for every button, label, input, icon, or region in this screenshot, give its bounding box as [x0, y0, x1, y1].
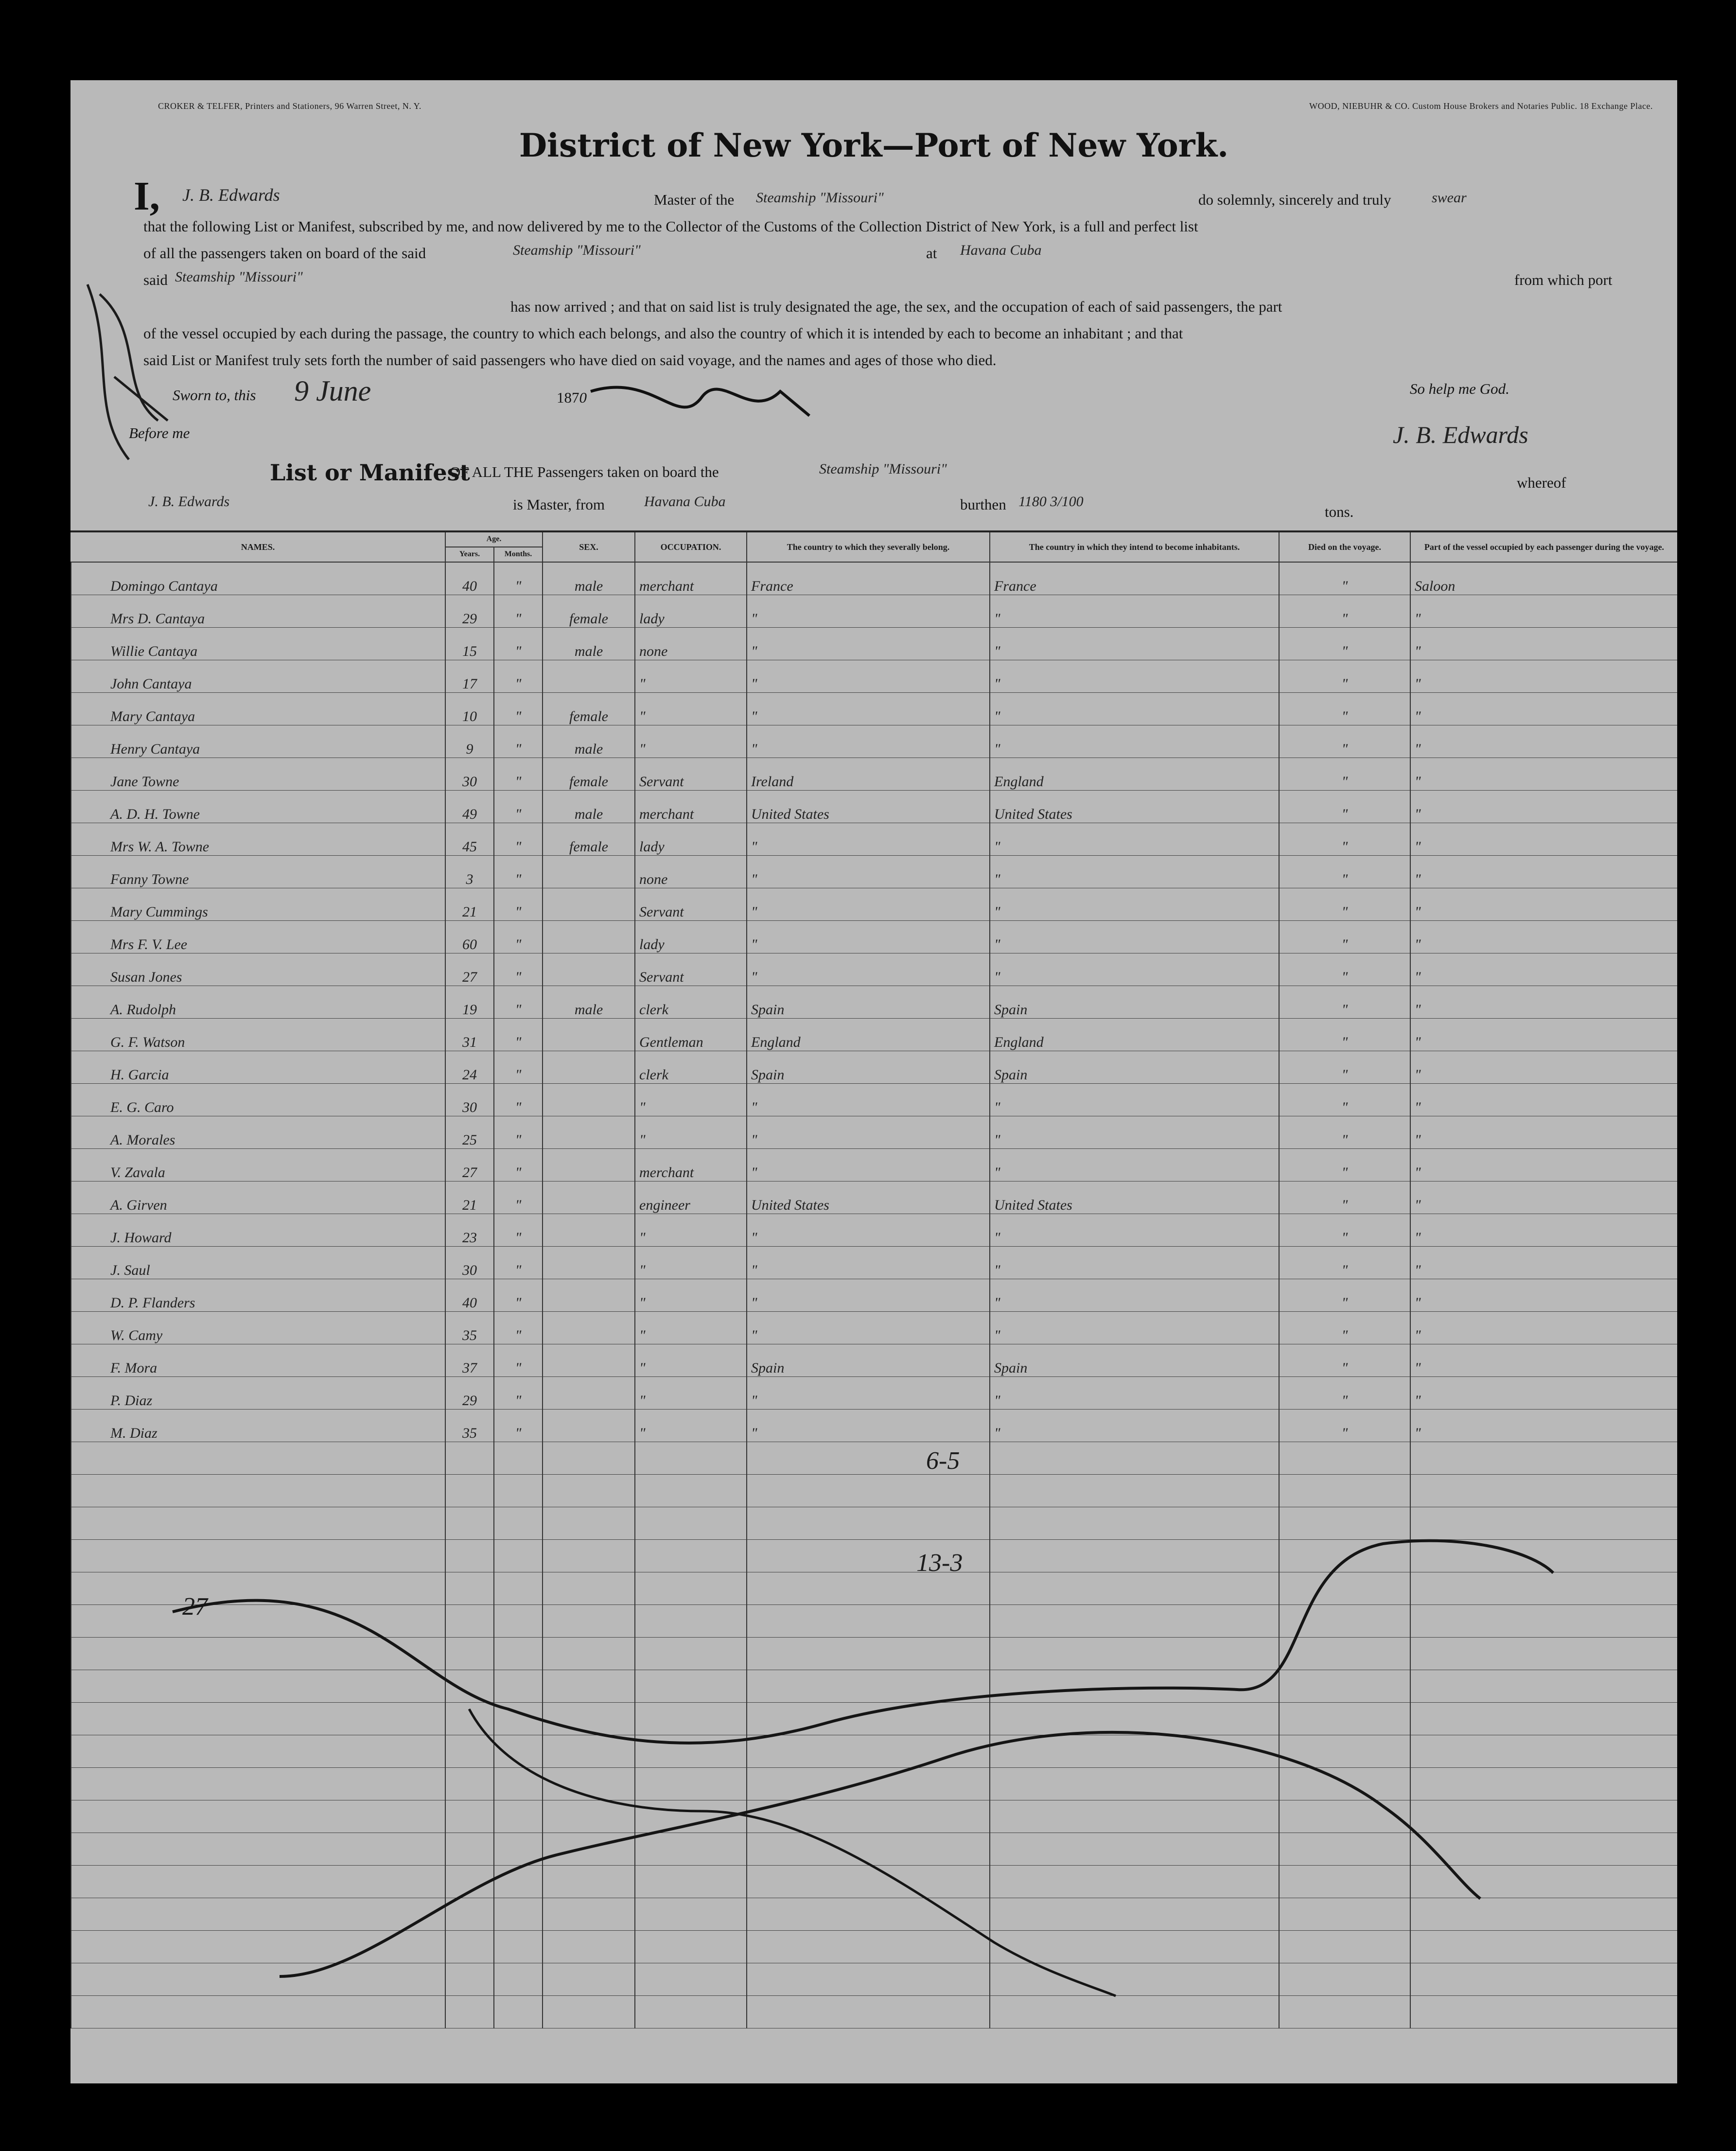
age-months: " [494, 1116, 543, 1149]
age-years: 25 [445, 1116, 494, 1149]
died-on-voyage: " [1279, 1019, 1410, 1051]
at-label: at [926, 245, 937, 262]
occupation: " [635, 1247, 747, 1279]
country-belong: United States [747, 1181, 990, 1214]
vessel-part: " [1410, 986, 1677, 1019]
tally-note-2: 13-3 [916, 1549, 963, 1577]
country-inhabit: France [990, 562, 1279, 595]
country-belong: Spain [747, 986, 990, 1019]
departure-port: Havana Cuba [960, 242, 1042, 258]
country-inhabit: " [990, 693, 1279, 725]
age-months: " [494, 628, 543, 660]
country-belong: " [747, 693, 990, 725]
sex: male [543, 725, 635, 758]
passenger-name: Willie Cantaya [71, 628, 445, 660]
vessel-part: " [1410, 1149, 1677, 1181]
age-years: 10 [445, 693, 494, 725]
sex: female [543, 693, 635, 725]
said-label: said [143, 271, 168, 288]
country-inhabit: United States [990, 791, 1279, 823]
passenger-name: P. Diaz [71, 1377, 445, 1410]
so-help-me-god: So help me God. [1410, 380, 1509, 397]
occupation: " [635, 725, 747, 758]
died-on-voyage: " [1279, 1410, 1410, 1442]
died-on-voyage: " [1279, 1084, 1410, 1116]
vessel-part: " [1410, 791, 1677, 823]
age-years: 40 [445, 562, 494, 595]
year-prefix: 1870 [557, 389, 587, 406]
vessel-part: " [1410, 1181, 1677, 1214]
cancellation-scribble [70, 80, 1677, 2083]
passenger-name: M. Diaz [71, 1410, 445, 1442]
age-months: " [494, 1410, 543, 1442]
passenger-name: V. Zavala [71, 1149, 445, 1181]
age-months: " [494, 953, 543, 986]
age-years: 35 [445, 1410, 494, 1442]
occupation: " [635, 1279, 747, 1312]
age-months: " [494, 1344, 543, 1377]
passenger-name: F. Mora [71, 1344, 445, 1377]
age-months: " [494, 1051, 543, 1084]
sex: female [543, 823, 635, 856]
vessel-part: " [1410, 856, 1677, 888]
page-title: District of New York—Port of New York. [519, 126, 1229, 164]
died-on-voyage: " [1279, 1214, 1410, 1247]
country-belong: " [747, 921, 990, 953]
country-inhabit: " [990, 1084, 1279, 1116]
vessel-part: " [1410, 595, 1677, 628]
vessel-name-2: Steamship "Missouri" [513, 242, 641, 258]
sex: female [543, 595, 635, 628]
occupation: merchant [635, 562, 747, 595]
age-months: " [494, 921, 543, 953]
country-belong: Spain [747, 1344, 990, 1377]
age-years: 15 [445, 628, 494, 660]
col-months: Months. [494, 547, 543, 562]
country-inhabit: " [990, 953, 1279, 986]
age-years: 24 [445, 1051, 494, 1084]
vessel-part: " [1410, 1019, 1677, 1051]
age-months: " [494, 1084, 543, 1116]
age-years: 30 [445, 1247, 494, 1279]
country-inhabit: " [990, 1247, 1279, 1279]
passenger-name: E. G. Caro [71, 1084, 445, 1116]
age-years: 49 [445, 791, 494, 823]
occupation: lady [635, 921, 747, 953]
occupation: " [635, 1084, 747, 1116]
col-years: Years. [445, 547, 494, 562]
country-belong: " [747, 1116, 990, 1149]
printer-credit-right: WOOD, NIEBUHR & CO. Custom House Brokers and Notaries Public. 18 Exchange Place. [1309, 101, 1653, 111]
sworn-date: 9 June [294, 375, 371, 407]
died-on-voyage: " [1279, 660, 1410, 693]
occupation: lady [635, 595, 747, 628]
vessel-part: " [1410, 888, 1677, 921]
died-on-voyage: " [1279, 921, 1410, 953]
sex: male [543, 791, 635, 823]
age-years: 17 [445, 660, 494, 693]
whereof-label: whereof [1517, 474, 1566, 491]
occupation: clerk [635, 1051, 747, 1084]
passenger-name: A. Rudolph [71, 986, 445, 1019]
age-years: 37 [445, 1344, 494, 1377]
occupation: Gentleman [635, 1019, 747, 1051]
country-inhabit: " [990, 823, 1279, 856]
age-months: " [494, 1214, 543, 1247]
died-on-voyage: " [1279, 1377, 1410, 1410]
occupation: " [635, 660, 747, 693]
passenger-name: J. Saul [71, 1247, 445, 1279]
age-years: 9 [445, 725, 494, 758]
died-on-voyage: " [1279, 1149, 1410, 1181]
age-months: " [494, 660, 543, 693]
age-years: 30 [445, 758, 494, 791]
passenger-name: Mary Cummings [71, 888, 445, 921]
master-name-handwritten: J. B. Edwards [182, 185, 280, 205]
passenger-name: John Cantaya [71, 660, 445, 693]
country-inhabit: " [990, 1214, 1279, 1247]
age-months: " [494, 888, 543, 921]
age-years: 31 [445, 1019, 494, 1051]
vessel-name-3: Steamship "Missouri" [175, 269, 303, 285]
passenger-name: G. F. Watson [71, 1019, 445, 1051]
master-signature: J. B. Edwards [1393, 421, 1528, 448]
before-me-label: Before me [129, 424, 190, 441]
occupation: " [635, 1312, 747, 1344]
occupation: " [635, 1214, 747, 1247]
vessel-part: " [1410, 1377, 1677, 1410]
sex: male [543, 628, 635, 660]
age-months: " [494, 595, 543, 628]
died-on-voyage: " [1279, 1247, 1410, 1279]
died-on-voyage: " [1279, 823, 1410, 856]
occupation: " [635, 1410, 747, 1442]
died-on-voyage: " [1279, 1181, 1410, 1214]
age-years: 30 [445, 1084, 494, 1116]
vessel-part: " [1410, 921, 1677, 953]
vessel-part: " [1410, 1051, 1677, 1084]
country-inhabit: " [990, 1312, 1279, 1344]
passenger-name: Domingo Cantaya [71, 562, 445, 595]
age-months: " [494, 1247, 543, 1279]
age-years: 45 [445, 823, 494, 856]
age-years: 21 [445, 1181, 494, 1214]
died-on-voyage: " [1279, 1279, 1410, 1312]
country-inhabit: Spain [990, 1344, 1279, 1377]
country-belong: " [747, 1410, 990, 1442]
occupation: lady [635, 823, 747, 856]
vessel-part: " [1410, 1344, 1677, 1377]
country-belong: " [747, 1247, 990, 1279]
oath-i: I, [134, 174, 160, 219]
died-on-voyage: " [1279, 1344, 1410, 1377]
from-which-port-label: from which port [1514, 271, 1613, 288]
occupation: Servant [635, 888, 747, 921]
died-on-voyage: " [1279, 791, 1410, 823]
occupation: engineer [635, 1181, 747, 1214]
died-on-voyage: " [1279, 1051, 1410, 1084]
country-belong: " [747, 1312, 990, 1344]
age-years: 29 [445, 595, 494, 628]
sex: female [543, 758, 635, 791]
age-years: 3 [445, 856, 494, 888]
burthen-label: burthen [960, 496, 1006, 513]
country-belong: " [747, 595, 990, 628]
age-months: " [494, 856, 543, 888]
age-months: " [494, 823, 543, 856]
oath-line-5: of the vessel occupied by each during the passage, the country to which each belongs, and also the country of which it is intended by each to become an inhabitant ; and that [143, 325, 1183, 342]
vessel-part: Saloon [1410, 562, 1677, 595]
died-on-voyage: " [1279, 628, 1410, 660]
country-inhabit: " [990, 725, 1279, 758]
total-tally: 27 [182, 1593, 208, 1621]
age-months: " [494, 791, 543, 823]
country-inhabit: " [990, 628, 1279, 660]
passenger-name: H. Garcia [71, 1051, 445, 1084]
occupation: " [635, 1344, 747, 1377]
do-solemnly-label: do solemnly, sincerely and truly [1198, 191, 1391, 208]
country-belong: " [747, 823, 990, 856]
vessel-part: " [1410, 693, 1677, 725]
manifest-of-all-label: OF ALL THE Passengers taken on board the [450, 463, 719, 480]
passenger-name: Mrs D. Cantaya [71, 595, 445, 628]
country-inhabit: " [990, 1410, 1279, 1442]
occupation: merchant [635, 1149, 747, 1181]
occupation: " [635, 1377, 747, 1410]
vessel-part: " [1410, 823, 1677, 856]
passenger-name: Mrs F. V. Lee [71, 921, 445, 953]
occupation: none [635, 856, 747, 888]
country-inhabit: Spain [990, 986, 1279, 1019]
country-belong: Spain [747, 1051, 990, 1084]
died-on-voyage: " [1279, 953, 1410, 986]
age-years: 60 [445, 921, 494, 953]
vessel-part: " [1410, 1279, 1677, 1312]
country-belong: United States [747, 791, 990, 823]
oath-line-3: of all the passengers taken on board of the said [143, 245, 426, 262]
col-vessel-part: Part of the vessel occupied by each passenger during the voyage. [1410, 532, 1677, 562]
manifest-vessel: Steamship "Missouri" [819, 461, 947, 477]
died-on-voyage: " [1279, 986, 1410, 1019]
passenger-name: W. Camy [71, 1312, 445, 1344]
age-months: " [494, 562, 543, 595]
country-belong: " [747, 1084, 990, 1116]
age-years: 27 [445, 1149, 494, 1181]
country-inhabit: " [990, 595, 1279, 628]
oath-line-2: that the following List or Manifest, subscribed by me, and now delivered by me to the Collector of the Customs of the Collection District of New York, is a full and perfect list [143, 218, 1198, 235]
tons-label: tons. [1325, 503, 1354, 520]
age-years: 23 [445, 1214, 494, 1247]
age-months: " [494, 693, 543, 725]
age-months: " [494, 1279, 543, 1312]
passenger-name: Fanny Towne [71, 856, 445, 888]
age-months: " [494, 986, 543, 1019]
country-inhabit: " [990, 1116, 1279, 1149]
died-on-voyage: " [1279, 1116, 1410, 1149]
vessel-part: " [1410, 1214, 1677, 1247]
country-inhabit: United States [990, 1181, 1279, 1214]
col-country-inhabit: The country in which they intend to become inhabitants. [990, 532, 1279, 562]
country-inhabit: " [990, 921, 1279, 953]
vessel-part: " [1410, 660, 1677, 693]
col-country-belong: The country to which they severally belong. [747, 532, 990, 562]
vessel-part: " [1410, 953, 1677, 986]
country-belong: " [747, 953, 990, 986]
sworn-to-label: Sworn to, this [173, 387, 256, 404]
age-years: 35 [445, 1312, 494, 1344]
vessel-part: " [1410, 1084, 1677, 1116]
occupation: merchant [635, 791, 747, 823]
manifest-master: J. B. Edwards [148, 494, 230, 510]
swear-handwritten: swear [1432, 190, 1467, 206]
country-inhabit: England [990, 758, 1279, 791]
country-belong: France [747, 562, 990, 595]
country-inhabit: England [990, 1019, 1279, 1051]
country-inhabit: " [990, 1279, 1279, 1312]
occupation: clerk [635, 986, 747, 1019]
passenger-name: J. Howard [71, 1214, 445, 1247]
died-on-voyage: " [1279, 1312, 1410, 1344]
list-or-manifest-label: List or Manifest [270, 459, 470, 486]
oath-line-6: said List or Manifest truly sets forth the number of said passengers who have died on said voyage, and the names and ages of those who died. [143, 352, 997, 369]
age-months: " [494, 1149, 543, 1181]
died-on-voyage: " [1279, 856, 1410, 888]
tally-note-1: 6-5 [926, 1447, 960, 1475]
died-on-voyage: " [1279, 595, 1410, 628]
passenger-name: Jane Towne [71, 758, 445, 791]
vessel-part: " [1410, 628, 1677, 660]
age-years: 40 [445, 1279, 494, 1312]
passenger-name: D. P. Flanders [71, 1279, 445, 1312]
occupation: Servant [635, 758, 747, 791]
occupation: none [635, 628, 747, 660]
died-on-voyage: " [1279, 562, 1410, 595]
passenger-name: A. Morales [71, 1116, 445, 1149]
age-months: " [494, 758, 543, 791]
sex: male [543, 562, 635, 595]
printer-credit-left: CROKER & TELFER, Printers and Stationers, 96 Warren Street, N. Y. [158, 101, 421, 111]
died-on-voyage: " [1279, 888, 1410, 921]
age-months: " [494, 725, 543, 758]
country-belong: " [747, 660, 990, 693]
country-belong: " [747, 1214, 990, 1247]
country-inhabit: " [990, 1149, 1279, 1181]
master-of-the-label: Master of the [654, 191, 735, 208]
manifest-from-port: Havana Cuba [644, 494, 726, 510]
country-inhabit: " [990, 1377, 1279, 1410]
passenger-name: Mrs W. A. Towne [71, 823, 445, 856]
col-age: Age. [445, 532, 543, 547]
vessel-part: " [1410, 758, 1677, 791]
occupation: Servant [635, 953, 747, 986]
passenger-name: A. D. H. Towne [71, 791, 445, 823]
country-belong: " [747, 856, 990, 888]
country-belong: " [747, 1149, 990, 1181]
vessel-part: " [1410, 725, 1677, 758]
vessel-part: " [1410, 1312, 1677, 1344]
passenger-name: A. Girven [71, 1181, 445, 1214]
country-belong: " [747, 888, 990, 921]
col-sex: SEX. [543, 532, 635, 562]
occupation: " [635, 693, 747, 725]
age-years: 29 [445, 1377, 494, 1410]
passenger-name: Susan Jones [71, 953, 445, 986]
age-years: 27 [445, 953, 494, 986]
country-belong: England [747, 1019, 990, 1051]
age-months: " [494, 1019, 543, 1051]
passenger-name: Mary Cantaya [71, 693, 445, 725]
age-years: 19 [445, 986, 494, 1019]
died-on-voyage: " [1279, 693, 1410, 725]
col-names: NAMES. [71, 532, 445, 562]
age-months: " [494, 1377, 543, 1410]
country-belong: " [747, 1377, 990, 1410]
col-occupation: OCCUPATION. [635, 532, 747, 562]
passenger-name: Henry Cantaya [71, 725, 445, 758]
is-master-from-label: is Master, from [513, 496, 605, 513]
sex: male [543, 986, 635, 1019]
manifest-page [70, 80, 1677, 2083]
country-inhabit: " [990, 888, 1279, 921]
died-on-voyage: " [1279, 758, 1410, 791]
age-months: " [494, 1181, 543, 1214]
country-inhabit: " [990, 856, 1279, 888]
oath-line-4: has now arrived ; and that on said list is truly designated the age, the sex, and the occupation of each of said passengers, the part [510, 298, 1282, 315]
died-on-voyage: " [1279, 725, 1410, 758]
vessel-part: " [1410, 1247, 1677, 1279]
country-belong: " [747, 628, 990, 660]
tonnage-value: 1180 3/100 [1018, 494, 1084, 510]
age-years: 21 [445, 888, 494, 921]
vessel-name-1: Steamship "Missouri" [756, 190, 884, 206]
country-belong: Ireland [747, 758, 990, 791]
vessel-part: " [1410, 1410, 1677, 1442]
country-inhabit: Spain [990, 1051, 1279, 1084]
occupation: " [635, 1116, 747, 1149]
vessel-part: " [1410, 1116, 1677, 1149]
age-months: " [494, 1312, 543, 1344]
country-inhabit: " [990, 660, 1279, 693]
col-died: Died on the voyage. [1279, 532, 1410, 562]
country-belong: " [747, 725, 990, 758]
country-belong: " [747, 1279, 990, 1312]
